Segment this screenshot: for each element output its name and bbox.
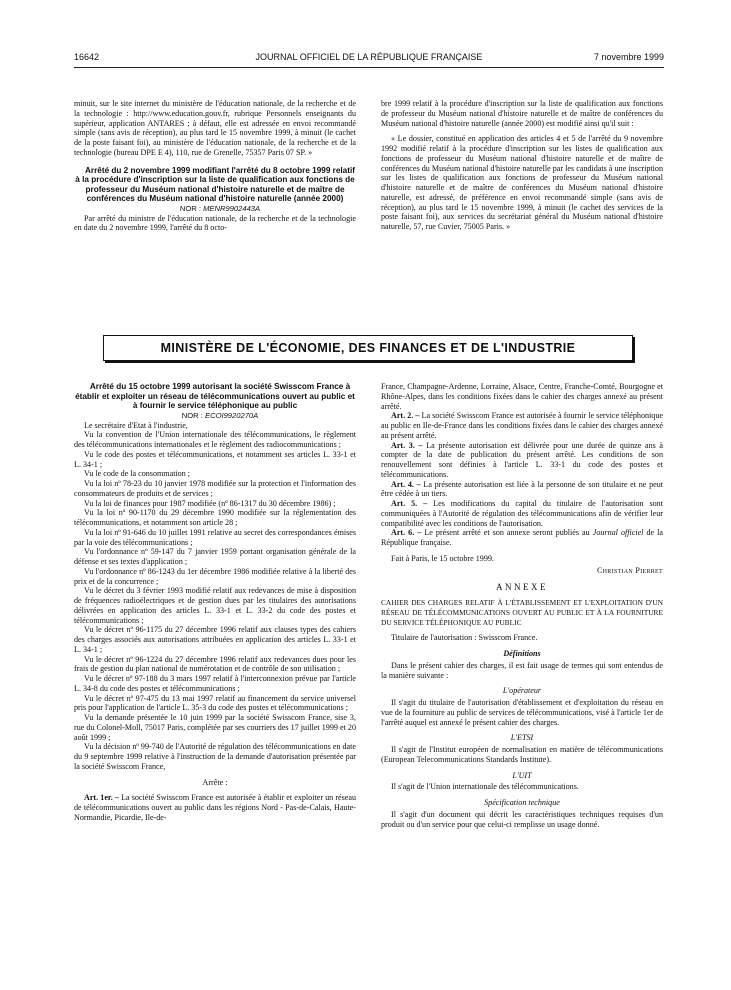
article-text: de la République française.	[381, 528, 663, 547]
vu-item: Vu le décret nº 96-1175 du 27 décembre 1996 relatif aux clauses types des cahiers des charges associés aux autorisations attribuées en application des articles L. 33-1 et L. 34-1 ;	[74, 625, 356, 654]
article-text: La société Swisscom France est autorisée à fournir le service téléphonique au public en Ile-de-France dans les conditions fixées dans le cahier des charges annexé au présent arrêté.	[381, 411, 663, 440]
article-text: La présente autorisation est liée à la personne de son titulaire et ne peut être cédée à un tiers.	[381, 479, 663, 499]
article-4	[381, 480, 663, 500]
page-number: 16642	[74, 52, 100, 62]
vu-item: Vu la loi nº 91-646 du 10 juillet 1991 relative au secret des correspondances émises par la voie des télécommunications ;	[74, 527, 356, 547]
article-text: Les modifications du capital du titulaire de l'autorisation sont communiquées à l'Autorité de régulation des télécommunications afin de vérifier leur compatibilité avec les conditions de l'autorisation.	[381, 499, 663, 528]
article-2	[381, 411, 663, 440]
annexe-title: ANNEXE	[496, 582, 548, 593]
article-text: La société Swisscom France est autorisée à établir et exploiter un réseau de télécommunications ouvert au public dans les régions Nord - Pas-de-Calais, Haute-Normandie, Picardie, Ile-de-	[74, 793, 356, 822]
article-label: Art. 2. –	[391, 411, 420, 421]
page-header	[74, 52, 664, 66]
paragraph: minuit, sur le site internet du ministère de l'éducation nationale, de la recherche et de la technologie : http://www.education.gouv.fr, rubrique Personnels enseignants du supérieur, application ANTARES ; à défaut, elle est adressée en envoi recommandé simple (sans avis de réception), au plus tard le 15 novembre 1999, à minuit (le cachet de la poste faisant foi), au ministère de l'éducation nationale, de la recherche et de la technologie (bureau DPE E 4), 110, rue de Grenelle, 75357 Paris 07 SP. »	[74, 99, 356, 157]
nor-label: NOR :	[181, 410, 203, 420]
vu-item: Vu l'ordonnance nº 59-147 du 7 janvier 1959 portant organisation générale de la défense et ses textes d'application ;	[74, 547, 356, 567]
journal-title: JOURNAL OFFICIEL DE LA RÉPUBLIQUE FRANÇAISE	[255, 52, 483, 62]
nor-code: ECOI9920270A	[205, 410, 259, 420]
vu-item: Vu la loi de finances pour 1987 modifiée (nº 86-1317 du 30 décembre 1986) ;	[84, 498, 336, 508]
vu-item: Vu la demande présentée le 10 juin 1999 par la société Swisscom France, sise 3, rue du Colonel-Moll, 75017 Paris, complétée par ses courriers des 17 juillet 1999 et 20 août 1999 ;	[74, 713, 356, 742]
intro-line: Le secrétaire d'Etat à l'industrie,	[84, 420, 188, 430]
article-label: Art. 1er. –	[84, 793, 119, 803]
journal-reference: Journal officiel	[592, 528, 644, 538]
arrete-title: Arrêté du 15 octobre 1999 autorisant la société Swisscom France à établir et exploiter un réseau de télécommunications ouvert au public et à fournir le service téléphonique au public	[75, 382, 355, 411]
etsi-heading: L'ETSI	[510, 733, 534, 743]
ministry-banner: MINISTÈRE DE L'ÉCONOMIE, DES FINANCES ET DE L'INDUSTRIE	[103, 335, 633, 361]
arrete-heading: Arrête :	[202, 777, 228, 787]
article-text: La présente autorisation est délivrée pour une durée de quinze ans à compter de la date de publication du présent arrêté. Les conditions de son renouvellement sont définies à l'article L. 33-1 du code des postes et télécommunications.	[381, 440, 663, 479]
article-label: Art. 5. –	[391, 499, 428, 508]
vu-item: Vu la convention de l'Union internationale des télécommunications, le règlement des télécommunications internationales et le règlement des radiocommunications ;	[74, 430, 356, 450]
vu-item: Vu la loi nº 78-23 du 10 janvier 1978 modifiée sur la protection et l'information des consommateurs de produits et de services ;	[74, 479, 356, 498]
nor-label: NOR :	[179, 203, 201, 213]
titulaire-line: Titulaire de l'autorisation : Swisscom France.	[391, 633, 538, 643]
definitions-heading: Définitions	[503, 649, 541, 658]
paragraph: Il s'agit de l'Union internationale des télécommunications.	[391, 782, 579, 792]
vu-item: Vu le décret du 3 février 1993 modifié relatif aux redevances de mise à disposition de fréquences radioélectriques et de gestion dues par les titulaires des autorisations délivrées en application des articles L. 33-1 et L. 33-2 du code des postes et télécommunications ;	[74, 586, 356, 625]
paragraph: Il s'agit de l'Institut européen de normalisation en matière de télécommunications (European Telecommunications Standards Institute).	[381, 745, 663, 764]
article-3	[381, 441, 663, 480]
arrete-title: Arrêté du 2 novembre 1999 modifiant l'arrêté du 8 octobre 1999 relatif à la procédure d'inscription sur la liste de qualification aux fonctions de professeur du Muséum national d'histoire naturelle et de maître de conférences du Muséum national d'histoire naturelle (année 2000)	[75, 165, 355, 204]
vu-item: Vu le décret nº 97-475 du 13 mai 1997 relatif au financement du service universel pris pour l'application de l'article L. 35-3 du code des postes et télécommunications ;	[74, 693, 356, 713]
vu-item: Vu l'ordonnance nº 86-1243 du 1er décembre 1986 modifiée relative à la liberté des prix et de la concurrence ;	[74, 566, 356, 586]
paragraph: Par arrêté du ministre de l'éducation nationale, de la recherche et de la technologie en date du 2 novembre 1999, l'arrêté du 8 octo-	[74, 213, 356, 233]
article-1	[74, 793, 356, 822]
spec-heading: Spécification technique	[484, 798, 560, 807]
article-1-continued: France, Champagne-Ardenne, Lorraine, Alsace, Centre, Franche-Comté, Bourgogne et Rhône-Alpes, dans les conditions fixées dans le cahier des charges annexé au présent arrêté.	[381, 382, 663, 411]
vu-item: Vu la loi nº 90-1170 du 29 décembre 1990 modifiée sur la réglementation des télécommunications, et notamment son article 28 ;	[74, 508, 356, 528]
article-label: Art. 3. –	[391, 440, 423, 450]
vu-item: Vu la décision nº 99-740 de l'Autorité de régulation des télécommunications en date du 9 septembre 1999 relative à l'instruction de la demande d'autorisation présentée par la société Swisscom France,	[74, 742, 356, 771]
bottom-left-column	[74, 382, 356, 974]
header-rule	[74, 67, 664, 68]
article-label: Art. 6. –	[391, 528, 422, 538]
paragraph: Dans le présent cahier des charges, il est fait usage de termes qui sont entendus de la manière suivante :	[381, 660, 663, 680]
vu-item: Vu le code de la consommation ;	[84, 469, 191, 479]
quoted-paragraph: « Le dossier, constitué en application des articles 4 et 5 de l'arrêté du 9 novembre 1992 modifié relatif à la procédure d'inscription sur les listes de qualification aux fonctions de professeur du Muséum national d'histoire naturelle et de maître de conférences du Muséum national d'histoire naturelle par les candidats à une inscription sur les listes de qualification aux fonctions de professeur du Muséum national d'histoire naturelle et de maître de conférences du Muséum national d'histoire naturelle, est adressé, de préférence en envoi recommandé simple (sans avis de réception), au plus tard le 15 novembre 1999, à minuit (le cachet des services de la poste faisant foi), aux services du secrétariat général du Muséum national d'histoire naturelle, 57, rue Cuvier, 75005 Paris. »	[381, 134, 663, 231]
paragraph: Il s'agit d'un document qui décrit les caractéristiques techniques requises d'un produit ou d'un service pour que celui-ci remplisse un usage donné.	[381, 809, 663, 829]
nor-code: MENR9902443A	[203, 203, 261, 213]
top-left-column	[74, 99, 356, 299]
article-5	[381, 499, 663, 528]
vu-item: Vu le code des postes et télécommunications, et notamment ses articles L. 33-1 et L. 34-1 ;	[74, 449, 356, 469]
operateur-heading: L'opérateur	[502, 686, 542, 696]
article-text: Le présent arrêté et son annexe seront publiés au	[424, 528, 590, 538]
cahier-title: CAHIER DES CHARGES RELATIF À L'ÉTABLISSEMENT ET L'EXPLOITATION D'UN RÉSEAU DE TÉLÉCOMMUNICATIONS OUVERT AU PUBLIC ET À LA FOURNITURE DU SERVICE TÉLÉPHONIQUE AU PUBLIC	[381, 598, 663, 627]
paragraph: bre 1999 relatif à la procédure d'inscription sur la liste de qualification aux fonctions de professeur du Muséum national d'histoire naturelle et de maître de conférences du Muséum national d'histoire naturelle (année 2000) est modifié ainsi qu'il suit :	[381, 99, 663, 128]
signature: Christian Pierret	[596, 565, 663, 575]
vu-item: Vu le décret nº 97-188 du 3 mars 1997 relatif à l'interconnexion prévue par l'article L. 34-8 du code des postes et télécommunications ;	[74, 674, 356, 693]
issue-date: 7 novembre 1999	[593, 52, 664, 62]
article-6	[381, 528, 663, 548]
top-right-column	[381, 99, 663, 299]
article-label: Art. 4. –	[391, 479, 421, 489]
paragraph: Il s'agit du titulaire de l'autorisation d'établissement et d'exploitation du réseau en vue de la fourniture au public de services de télécommunications, visé à l'article 1er de l'arrêté auquel est annexé le présent cahier des charges.	[381, 698, 663, 727]
vu-item: Vu le décret nº 96-1224 du 27 décembre 1996 relatif aux redevances dues pour les frais de gestion du plan national de numérotation et de contrôle de son utilisation ;	[74, 654, 356, 674]
nor-reference	[74, 411, 356, 421]
uit-heading: L'UIT	[512, 770, 532, 780]
nor-reference	[74, 204, 356, 214]
bottom-right-column	[381, 382, 663, 974]
fait-line: Fait à Paris, le 15 octobre 1999.	[391, 553, 494, 563]
